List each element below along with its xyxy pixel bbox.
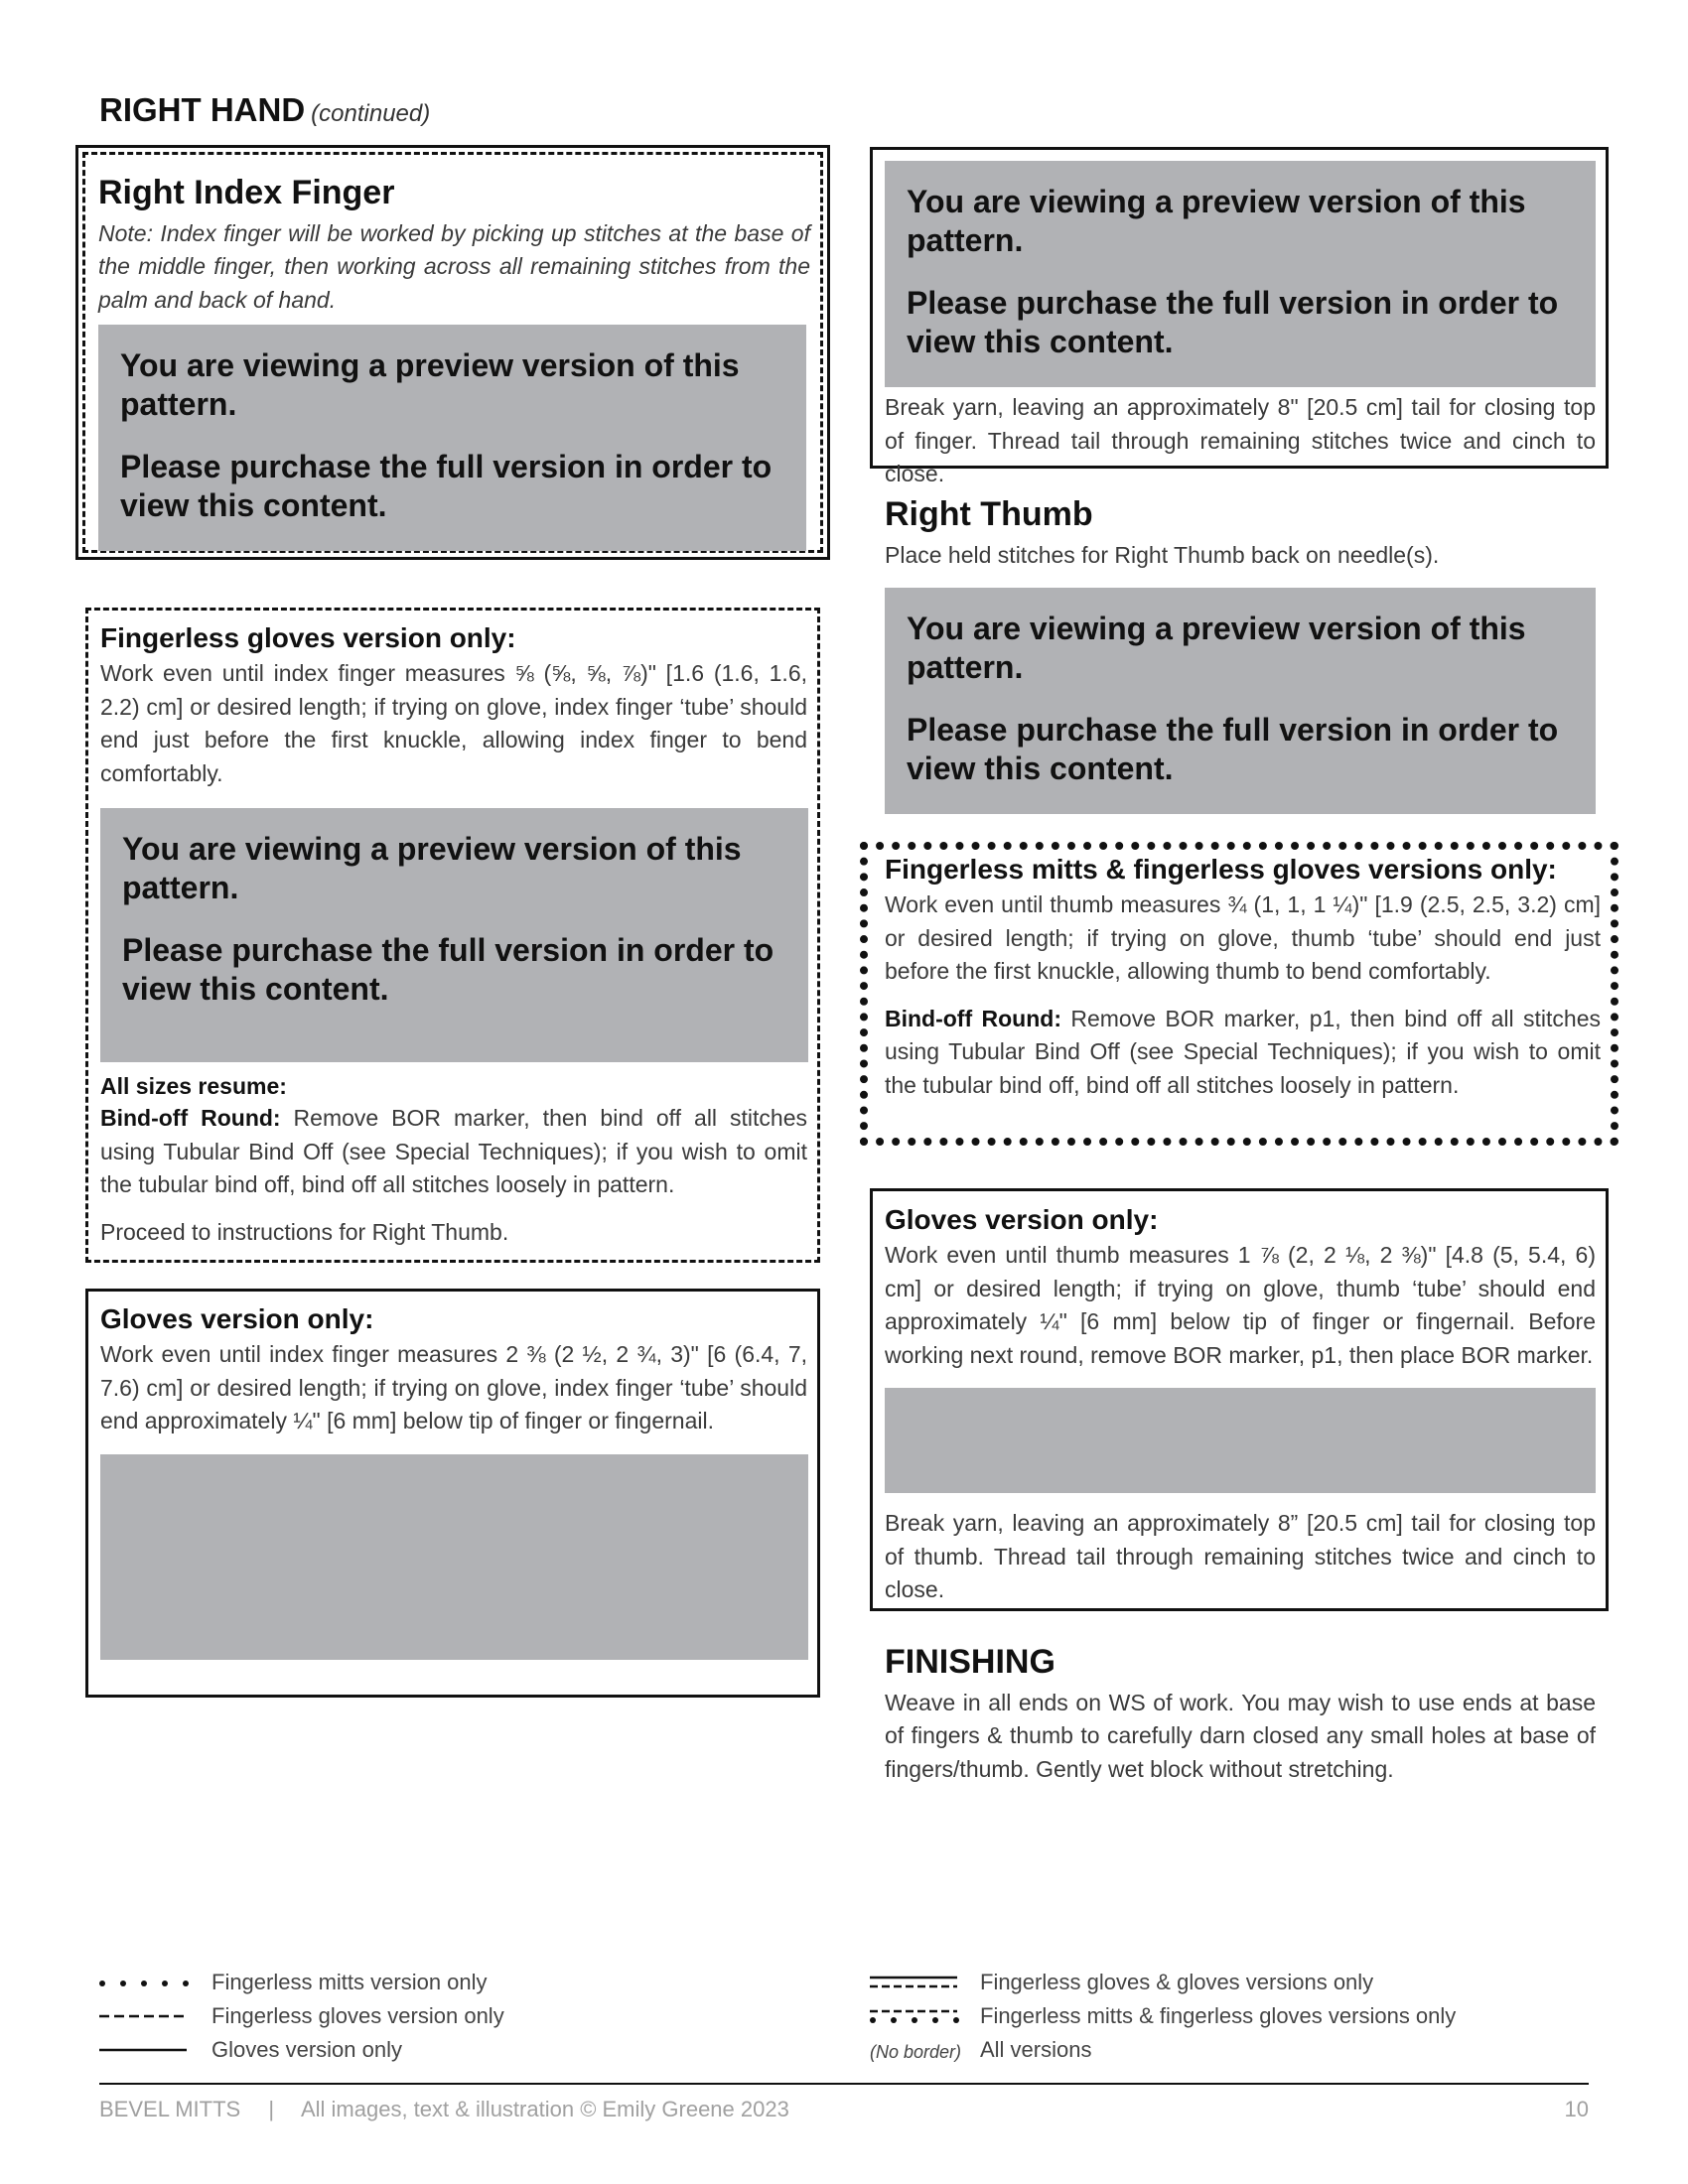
preview-notice bbox=[98, 325, 806, 551]
finishing-title: FINISHING bbox=[885, 1643, 1055, 1681]
footer-pattern-name: BEVEL MITTS bbox=[99, 2097, 241, 2121]
legend-label: Fingerless mitts & fingerless gloves versions only bbox=[980, 2003, 1457, 2028]
gloves-thumb-text: Work even until thumb measures 1 ⅞ (2, 2 ⅛, 2 ⅜)" [4.8 (5, 5.4, 6) cm] or desired length; if trying on glove, thumb ‘tube’ should end approximately ¼" [6 mm] below tip of finger or fingernail. Before working next round, remove BOR marker, p1, then place BOR marker. bbox=[885, 1242, 1596, 1368]
preview-notice-line1: You are viewing a preview version of this pattern. bbox=[122, 831, 742, 905]
finger-close-box bbox=[870, 147, 1609, 486]
mitts-fingerless-thumb-bindoff bbox=[885, 1003, 1601, 1103]
legend-label: All versions bbox=[980, 2037, 1092, 2062]
mitts-fingerless-thumb-box bbox=[860, 842, 1618, 1146]
legend-label: Fingerless mitts version only bbox=[211, 1970, 488, 1994]
legend-item bbox=[870, 1999, 1624, 2033]
page-number: 10 bbox=[1564, 2097, 1589, 2121]
bindoff-label: Bind-off Round: bbox=[885, 1005, 1061, 1031]
dotted-border-symbol bbox=[99, 1966, 189, 1999]
preview-notice-line2: Please purchase the full version in order to view this content. bbox=[120, 449, 773, 524]
preview-notice-line1: You are viewing a preview version of this pattern. bbox=[120, 347, 740, 423]
legend-item bbox=[99, 1999, 794, 2033]
legend-label: Gloves version only bbox=[211, 2037, 402, 2062]
preview-notice bbox=[885, 588, 1596, 814]
preview-notice-line2: Please purchase the full version in order to view this content. bbox=[122, 932, 774, 1007]
legend-item bbox=[99, 1966, 794, 1999]
solid-border-symbol bbox=[99, 2033, 189, 2067]
gloves-thumb-title: Gloves version only: bbox=[885, 1204, 1159, 1235]
page-title-text: RIGHT HAND bbox=[99, 91, 306, 128]
index-finger-inner-box bbox=[82, 152, 823, 553]
fingerless-gloves-index-text: Work even until index finger measures ⅝ (⅝, ⅝, ⅞)" [1.6 (1.6, 1.6, 2.2) cm] or desired length; if trying on glove, index finger ‘tube’ should end just before the first knuckle, allowing index finger to bend comfortably. bbox=[100, 660, 807, 786]
proceed-text: Proceed to instructions for Right Thumb. bbox=[100, 1218, 509, 1245]
preview-notice-line1: You are viewing a preview version of this pattern. bbox=[907, 184, 1526, 258]
gloves-thumb-close-text: Break yarn, leaving an approximately 8” [20.5 cm] tail for closing top of thumb. Thread tail through remaining stitches twice and cinch to close. bbox=[885, 1510, 1596, 1602]
page-title bbox=[99, 91, 430, 129]
no-border-label: (No border) bbox=[870, 2042, 962, 2062]
legend-item bbox=[99, 2033, 794, 2067]
finishing-text: Weave in all ends on WS of work. You may wish to use ends at base of fingers & thumb to carefully darn closed any small holes at base of fingers/thumb. Gently wet block without stretching. bbox=[885, 1689, 1596, 1782]
dashed-border-symbol bbox=[99, 1999, 189, 2033]
legend-item bbox=[870, 1966, 1624, 1999]
hidden-content-block bbox=[100, 1454, 808, 1660]
gloves-index-box bbox=[85, 1289, 820, 1698]
dotted-dashed-border-symbol bbox=[870, 1999, 959, 2033]
index-finger-outer-box bbox=[75, 145, 830, 560]
mitts-fingerless-thumb-title: Fingerless mitts & fingerless gloves versions only: bbox=[885, 854, 1557, 885]
bindoff-label: Bind-off Round: bbox=[100, 1105, 281, 1131]
preview-notice-line2: Please purchase the full version in order to view this content. bbox=[907, 285, 1559, 359]
footer-credit bbox=[99, 2097, 789, 2122]
legend-label: Fingerless gloves version only bbox=[211, 2003, 504, 2028]
legend bbox=[0, 1966, 1688, 2075]
gloves-index-title: Gloves version only: bbox=[100, 1303, 374, 1334]
right-thumb-text: Place held stitches for Right Thumb back on needle(s). bbox=[885, 541, 1440, 568]
fingerless-gloves-index-bindoff bbox=[100, 1102, 807, 1202]
fingerless-gloves-index-box bbox=[85, 608, 820, 1263]
gloves-thumb-box bbox=[870, 1188, 1609, 1611]
footer-copyright: All images, text & illustration © Emily Greene 2023 bbox=[300, 2097, 789, 2121]
page-title-subtitle: (continued) bbox=[311, 100, 431, 127]
right-thumb-title: Right Thumb bbox=[885, 495, 1093, 533]
preview-notice-line2: Please purchase the full version in order to view this content. bbox=[907, 712, 1559, 787]
preview-notice-line1: You are viewing a preview version of this pattern. bbox=[907, 611, 1526, 686]
fingerless-gloves-index-title: Fingerless gloves version only: bbox=[100, 622, 516, 653]
footer-separator: | bbox=[268, 2097, 275, 2121]
finger-close-text: Break yarn, leaving an approximately 8" [20.5 cm] tail for closing top of finger. Thread tail through remaining stitches twice and cinch to close. bbox=[885, 394, 1596, 486]
right-thumb-section bbox=[885, 494, 1596, 814]
finishing-section bbox=[885, 1642, 1596, 1786]
dashed-solid-border-symbol bbox=[870, 1966, 959, 1999]
gloves-index-text: Work even until index finger measures 2 ⅜ (2 ½, 2 ¾, 3)" [6 (6.4, 7, 7.6) cm] or desired length; if trying on glove, index finger ‘tube’ should end approximately ¼" [6 mm] below tip of finger or fingernail. bbox=[100, 1341, 807, 1433]
bindoff-text: Remove BOR marker, then bind off all stitches using Tubular Bind Off (see Special Techniques); if you wish to omit the tubular bind off, bind off all stitches loosely in pattern. bbox=[100, 1105, 807, 1197]
preview-notice bbox=[100, 808, 808, 1062]
all-sizes-label: All sizes resume: bbox=[100, 1073, 287, 1099]
legend-item bbox=[870, 2033, 1624, 2067]
mitts-fingerless-thumb-text: Work even until thumb measures ¾ (1, 1, 1 ¼)" [1.9 (2.5, 2.5, 3.2) cm] or desired length; if trying on glove, thumb ‘tube’ should end just before the first knuckle, allowing thumb to bend comfortably. bbox=[885, 891, 1601, 984]
preview-notice bbox=[885, 161, 1596, 387]
index-finger-note: Note: Index finger will be worked by picking up stitches at the base of the middle finger, then working across all remaining stitches from the palm and back of hand. bbox=[98, 219, 810, 313]
legend-label: Fingerless gloves & gloves versions only bbox=[980, 1970, 1374, 1994]
bindoff-text: Remove BOR marker, p1, then bind off all stitches using Tubular Bind Off (see Special Techniques); if you wish to omit the tubular bind off, bind off all stitches loosely in pattern. bbox=[885, 1005, 1601, 1098]
hidden-content-block bbox=[885, 1388, 1596, 1493]
index-finger-title: Right Index Finger bbox=[98, 174, 395, 211]
footer-divider bbox=[99, 2083, 1589, 2085]
